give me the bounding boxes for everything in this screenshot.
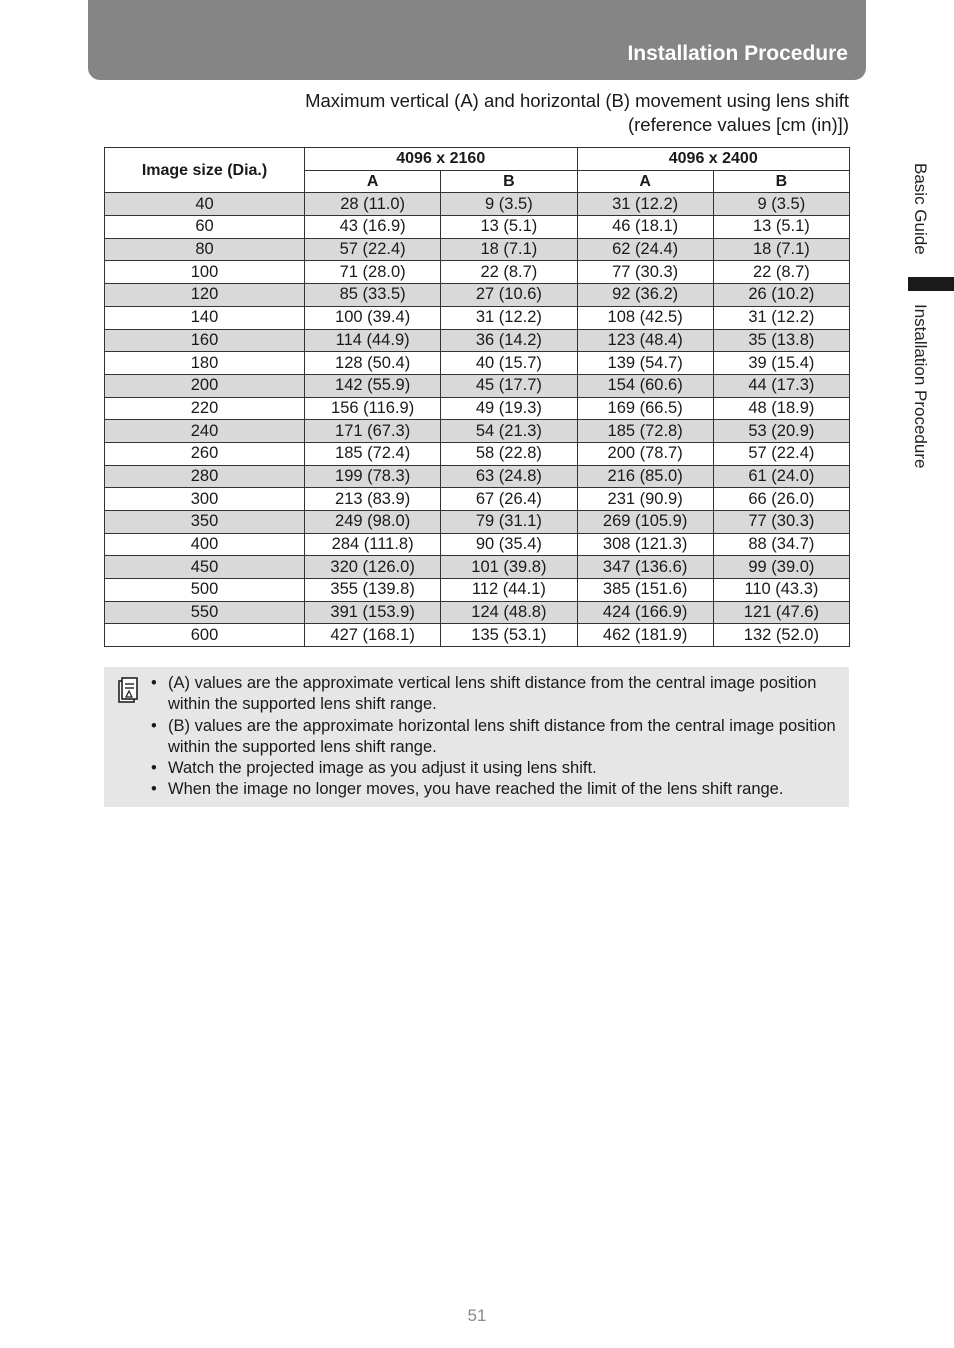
shift-value-cell: 67 (26.4) [441,488,577,511]
image-size-cell: 160 [105,329,305,352]
side-tab [908,0,954,500]
shift-value-cell: 135 (53.1) [441,624,577,647]
header-b: B [441,170,577,193]
shift-value-cell: 320 (126.0) [305,556,441,579]
image-size-cell: 80 [105,238,305,261]
table-row [105,601,850,624]
shift-value-cell: 156 (116.9) [305,397,441,420]
shift-value-cell: 185 (72.8) [577,420,713,443]
shift-value-cell: 58 (22.8) [441,442,577,465]
shift-value-cell: 462 (181.9) [577,624,713,647]
image-size-cell: 450 [105,556,305,579]
shift-value-cell: 124 (48.8) [441,601,577,624]
image-size-cell: 350 [105,511,305,534]
image-size-cell: 280 [105,465,305,488]
table-row [105,624,850,647]
shift-value-cell: 31 (12.2) [441,306,577,329]
shift-value-cell: 121 (47.6) [713,601,849,624]
image-size-cell: 100 [105,261,305,284]
shift-value-cell: 132 (52.0) [713,624,849,647]
table-row [105,261,850,284]
table-row [105,193,850,216]
shift-value-cell: 35 (13.8) [713,329,849,352]
header-bar [88,0,866,80]
shift-value-cell: 355 (139.8) [305,579,441,602]
memo-icon [118,677,138,705]
header-b: B [713,170,849,193]
table-row [105,352,850,375]
shift-value-cell: 199 (78.3) [305,465,441,488]
shift-value-cell: 108 (42.5) [577,306,713,329]
shift-value-cell: 31 (12.2) [713,306,849,329]
shift-value-cell: 88 (34.7) [713,533,849,556]
caption-line-1: Maximum vertical (A) and horizontal (B) movement using lens shift [305,90,849,111]
shift-value-cell: 424 (166.9) [577,601,713,624]
shift-value-cell: 36 (14.2) [441,329,577,352]
side-tab-marker [908,277,954,291]
header-a: A [577,170,713,193]
note-item: • (A) values are the approximate vertical lens shift distance from the central image position within the supported lens shift range. [150,673,840,716]
note-item: • Watch the projected image as you adjust it using lens shift. [150,758,840,779]
notes-list [150,673,840,801]
shift-value-cell: 45 (17.7) [441,374,577,397]
shift-value-cell: 269 (105.9) [577,511,713,534]
shift-value-cell: 71 (28.0) [305,261,441,284]
shift-value-cell: 66 (26.0) [713,488,849,511]
table-row [105,533,850,556]
table-row [105,420,850,443]
note-item: • When the image no longer moves, you have reached the limit of the lens shift range. [150,779,840,800]
shift-value-cell: 123 (48.4) [577,329,713,352]
shift-value-cell: 22 (8.7) [713,261,849,284]
shift-value-cell: 249 (98.0) [305,511,441,534]
image-size-cell: 60 [105,216,305,239]
image-size-cell: 400 [105,533,305,556]
shift-value-cell: 57 (22.4) [305,238,441,261]
shift-value-cell: 169 (66.5) [577,397,713,420]
table-row [105,579,850,602]
shift-value-cell: 46 (18.1) [577,216,713,239]
image-size-cell: 550 [105,601,305,624]
shift-value-cell: 112 (44.1) [441,579,577,602]
image-size-cell: 600 [105,624,305,647]
shift-value-cell: 48 (18.9) [713,397,849,420]
shift-value-cell: 77 (30.3) [577,261,713,284]
table-row [105,374,850,397]
shift-value-cell: 385 (151.6) [577,579,713,602]
header-4096x2160: 4096 x 2160 [305,148,578,171]
shift-value-cell: 284 (111.8) [305,533,441,556]
shift-value-cell: 391 (153.9) [305,601,441,624]
shift-value-cell: 22 (8.7) [441,261,577,284]
image-size-cell: 40 [105,193,305,216]
shift-value-cell: 54 (21.3) [441,420,577,443]
table-row [105,442,850,465]
shift-value-cell: 44 (17.3) [713,374,849,397]
shift-value-cell: 99 (39.0) [713,556,849,579]
table-row [105,511,850,534]
shift-value-cell: 79 (31.1) [441,511,577,534]
table-row [105,488,850,511]
shift-value-cell: 347 (136.6) [577,556,713,579]
header-a: A [305,170,441,193]
shift-value-cell: 53 (20.9) [713,420,849,443]
shift-value-cell: 114 (44.9) [305,329,441,352]
shift-value-cell: 139 (54.7) [577,352,713,375]
note-item: • (B) values are the approximate horizontal lens shift distance from the central image position within the supported lens shift range. [150,716,840,759]
lens-shift-table [104,147,850,647]
shift-value-cell: 154 (60.6) [577,374,713,397]
shift-value-cell: 100 (39.4) [305,306,441,329]
image-size-cell: 120 [105,284,305,307]
shift-value-cell: 28 (11.0) [305,193,441,216]
shift-value-cell: 200 (78.7) [577,442,713,465]
shift-value-cell: 308 (121.3) [577,533,713,556]
section-title: Installation Procedure [627,42,848,65]
caption-line-2: (reference values [cm (in)]) [627,114,849,135]
image-size-cell: 240 [105,420,305,443]
image-size-cell: 260 [105,442,305,465]
shift-value-cell: 31 (12.2) [577,193,713,216]
shift-value-cell: 128 (50.4) [305,352,441,375]
table-body [105,193,850,647]
shift-value-cell: 18 (7.1) [441,238,577,261]
shift-value-cell: 40 (15.7) [441,352,577,375]
shift-value-cell: 61 (24.0) [713,465,849,488]
image-size-cell: 200 [105,374,305,397]
side-tab-basic-guide[interactable]: Basic Guide [911,163,930,255]
shift-value-cell: 171 (67.3) [305,420,441,443]
table-row [105,397,850,420]
table-row [105,306,850,329]
shift-value-cell: 77 (30.3) [713,511,849,534]
shift-value-cell: 43 (16.9) [305,216,441,239]
table-row [105,216,850,239]
shift-value-cell: 9 (3.5) [441,193,577,216]
shift-value-cell: 142 (55.9) [305,374,441,397]
shift-value-cell: 26 (10.2) [713,284,849,307]
shift-value-cell: 213 (83.9) [305,488,441,511]
notes-box [104,667,849,807]
header-image-size: Image size (Dia.) [105,148,305,193]
table-row [105,329,850,352]
shift-value-cell: 62 (24.4) [577,238,713,261]
side-tab-installation[interactable]: Installation Procedure [911,304,930,469]
table-row [105,556,850,579]
shift-value-cell: 185 (72.4) [305,442,441,465]
shift-value-cell: 13 (5.1) [713,216,849,239]
shift-value-cell: 27 (10.6) [441,284,577,307]
table-row [105,465,850,488]
shift-value-cell: 9 (3.5) [713,193,849,216]
shift-value-cell: 90 (35.4) [441,533,577,556]
shift-value-cell: 216 (85.0) [577,465,713,488]
shift-value-cell: 63 (24.8) [441,465,577,488]
image-size-cell: 220 [105,397,305,420]
page-number: 51 [467,1306,487,1325]
shift-value-cell: 57 (22.4) [713,442,849,465]
shift-value-cell: 85 (33.5) [305,284,441,307]
shift-value-cell: 13 (5.1) [441,216,577,239]
shift-value-cell: 39 (15.4) [713,352,849,375]
header-4096x2400: 4096 x 2400 [577,148,850,171]
image-size-cell: 300 [105,488,305,511]
image-size-cell: 500 [105,579,305,602]
shift-value-cell: 427 (168.1) [305,624,441,647]
shift-value-cell: 92 (36.2) [577,284,713,307]
table-row [105,238,850,261]
shift-value-cell: 110 (43.3) [713,579,849,602]
shift-value-cell: 231 (90.9) [577,488,713,511]
image-size-cell: 140 [105,306,305,329]
table-row [105,284,850,307]
table-caption [149,89,849,137]
shift-value-cell: 49 (19.3) [441,397,577,420]
shift-value-cell: 101 (39.8) [441,556,577,579]
shift-value-cell: 18 (7.1) [713,238,849,261]
image-size-cell: 180 [105,352,305,375]
